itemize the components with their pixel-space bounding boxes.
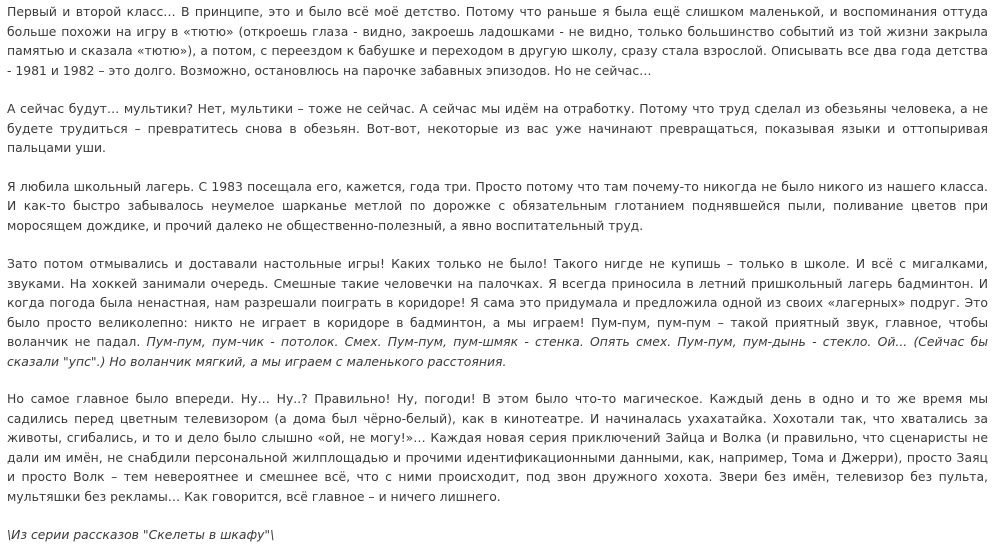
paragraph-3: Я любила школьный лагерь. С 1983 посещала его, кажется, года три. Просто потому что там почему-то никогда не было никого из нашего класса. И как-то быстро забывалось неумелое шарканье метлой по дорожке с обязательным глотанием поднявшейся пыли, поливание цветов при моросящем дождике, и прочий далеко не общественно-полезный, а явно воспитательный труд.	[7, 178, 988, 233]
paragraph-2: А сейчас будут… мультики? Нет, мультики – тоже не сейчас. А сейчас мы идём на отработку. Потому что труд сделал из обезьяны человека, а не будете трудиться – превратитесь снова в обезьян. Вот-вот, некоторые из вас уже начинают превращаться, показывая языки и оттопыривая пальцами уши.	[7, 101, 988, 155]
paragraph-5: Но самое главное было впереди. Ну… Ну..? Правильно! Ну, погоди! В этом было что-то магическое. Каждый день в одно и то же время мы садились перед цветным телевизором (а дома был чёрно-белый), как в кинотеатре. И начиналась ухахатайка. Хохотали так, что хватались за животы, сгибались, и то и дело было слышно «ой, не могу!»… Каждая новая серия приключений Зайца и Волка (и правильно, что сценаристы не дали им имён, не снабдили персональной жилплощадью и прочими идентификационными данными, как, например, Тома и Джерри), просто Заяц и просто Волк – тем невероятнее и смешнее всё, что с ними происходит, под звон дружного хохота. Звери без имён, телевизор без пульта, мультяшки без рекламы… Как говорится, всё главное – и ничего лишнего.	[7, 391, 988, 504]
paragraph-4	[7, 254, 988, 371]
paragraph-1: Первый и второй класс… В принципе, это и было всё моё детство. Потому что раньше я была ещё слишком маленькой, и воспоминания оттуда больше похожи на игру в «тютю» (откроешь глаза - видно, закроешь ладошками - не видно, только большинство событий из той жизни закрыла памятью и сказала «тютю»), а потом, с переездом к бабушке и переходом в другую школу, сразу стала взрослой. Описывать все два года детства - 1981 и 1982 – это долго. Возможно, остановлюсь на парочке забавных эпизодов. Но не сейчас…	[7, 4, 988, 78]
paragraph-spacer	[7, 80, 988, 99]
paragraph-spacer	[7, 371, 988, 389]
paragraph-spacer	[7, 506, 988, 525]
paragraph-spacer	[7, 158, 988, 177]
paragraph-4-text: Зато потом отмывались и доставали настольные игры! Каких только не было! Такого нигде не купишь – только в школе. И всё с мигалками, звуками. На хоккей занимали очередь. Смешные такие человечки на палочках. Я всегда приносила в летний пришкольный лагерь бадминтон. И когда погода была ненастная, нам разрешали поиграть в коридоре! Я сама это придумала и предложила одной из своих «лагерных» подруг. Это было просто великолепно: никто не играет в коридоре в бадминтон, а мы играем! Пум-пум, пум-пум – такой приятный звук, главное, чтобы воланчик не падал.	[7, 256, 988, 349]
paragraph-4-italic: Пум-пум, пум-чик - потолок. Смех. Пум-пум, пум-шмяк - стенка. Опять смех. Пум-пум, пум-дынь - стекло. Ой... (Сейчас бы сказали "упс".) Но воланчик мягкий, а мы играем с маленького расстояния.	[7, 334, 988, 369]
paragraph-spacer	[7, 235, 988, 254]
series-attribution: \Из серии рассказов "Скелеты в шкафу"\	[7, 527, 275, 542]
